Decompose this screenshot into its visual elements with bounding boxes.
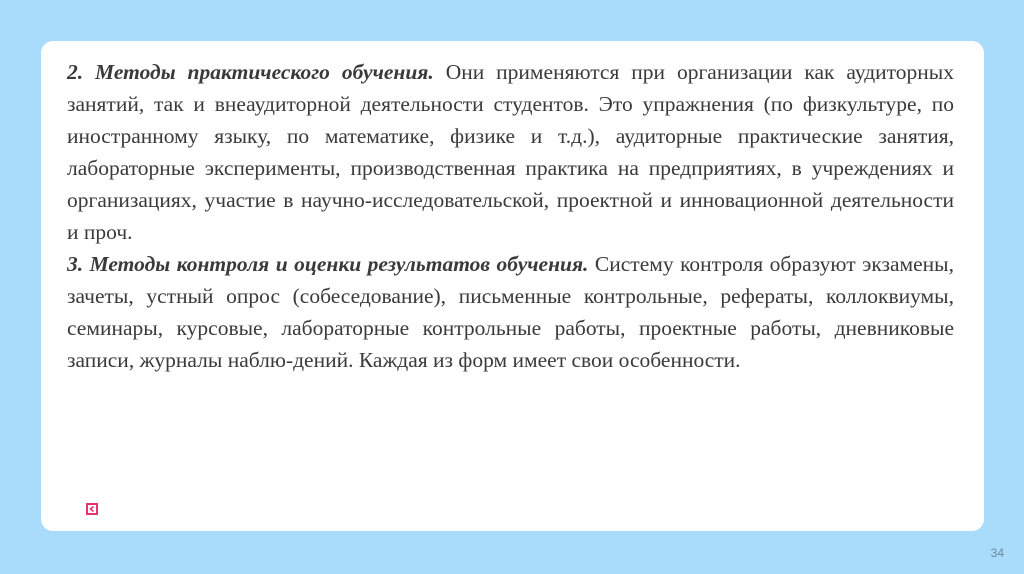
paragraph-lead: 2. Методы практического обучения. — [67, 60, 434, 84]
slide-card — [41, 41, 984, 531]
back-button[interactable] — [86, 503, 98, 515]
paragraph-text: Они применяются при организации как аудиторных занятий, так и внеаудиторной деятельности студентов. Это упражнения (по физкультуре, по иностранному языку, по математике, физике и т.д.), аудиторные практические занятия, лабораторные эксперименты, производственная практика на предприятиях, в учреждениях и организациях, участие в научно-исследовательской, проектной и инновационной деятельности и проч. — [67, 60, 954, 244]
paragraph-control-methods — [67, 248, 954, 376]
paragraph-lead: 3. Методы контроля и оценки результатов обучения. — [67, 252, 589, 276]
page-number: 34 — [990, 546, 1004, 560]
paragraph-practical-methods — [67, 56, 954, 248]
back-arrow-icon — [89, 506, 95, 512]
slide-content — [67, 56, 954, 376]
paragraph-text: Систему контроля образуют экзамены, зачеты, устный опрос (собеседование), письменные контрольные, рефераты, коллоквиумы, семинары, курсовые, лабораторные контрольные работы, проектные работы, дневниковые записи, журналы наблю-дений. Каждая из форм имеет свои особенности. — [67, 252, 954, 372]
